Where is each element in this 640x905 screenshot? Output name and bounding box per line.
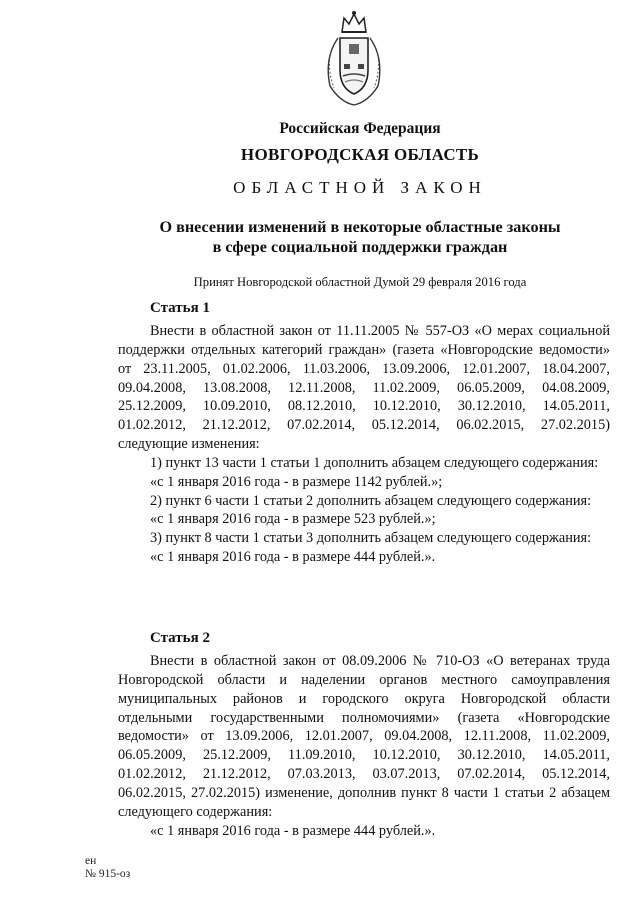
article-2-body (118, 652, 610, 840)
article-2-intro: Внести в областной закон от 08.09.2006 № 710-ОЗ «О ветеранах труда Новгородской области и наделении органов местного самоуправления муниципальных районов и городского округа Новгородской области отдельными государственными полномочиями» (газета «Новгородские ведомости» от 13.09.2006, 12.01.2007, 09.04.2008, 12.11.2008, 11.02.2009, 06.05.2009, 25.12.2009, 11.09.2010, 10.12.2010, 30.12.2010, 14.05.2011, 01.02.2012, 21.12.2012, 07.03.2013, 03.07.2013, 07.02.2014, 05.12.2014, 06.02.2015, 27.02.2015) изменение, дополнив пункт 8 части 1 статьи 2 абзацем следующего содержания: (118, 653, 610, 820)
footer-initials: ен (85, 855, 97, 867)
article-1-heading: Статья 1 (150, 300, 210, 316)
article-1-body (118, 322, 610, 567)
adoption-note: Принят Новгородской областной Думой 29 февраля 2016 года (193, 275, 527, 289)
article-1-item-3: 3) пункт 8 части 1 статьи 3 дополнить абзацем следующего содержания: (150, 530, 592, 547)
article-2-heading: Статья 2 (150, 630, 210, 646)
document-footer (85, 855, 130, 881)
article-2-quote: «с 1 января 2016 года - в размере 444 рублей.». (150, 822, 436, 839)
law-title-line-2: в сфере социальной поддержки граждан (212, 238, 508, 256)
article-1-item-1: 1) пункт 13 части 1 статьи 1 дополнить абзацем следующего содержания: (150, 454, 599, 471)
article-1-intro: Внести в областной закон от 11.11.2005 № 557-ОЗ «О мерах социальной поддержки отдельных категорий граждан» (газета «Новгородские ведомости» от 23.11.2005, 01.02.2006, 11.03.2006, 13.09.2006, 12.01.2007, 18.04.2007, 09.04.2008, 13.08.2008, 12.11.2008, 11.02.2009, 06.05.2009, 04.08.2009, 25.12.2009, 10.09.2010, 08.12.2010, 10.12.2010, 30.12.2010, 14.05.2011, 01.02.2012, 21.12.2012, 07.02.2014, 05.12.2014, 06.02.2015, 27.02.2015) следующие изменения: (118, 323, 610, 453)
federation-name: Российская Федерация (279, 120, 441, 137)
article-1-quote-3: «с 1 января 2016 года - в размере 444 рублей.». (150, 549, 436, 566)
article-1-quote-1: «с 1 января 2016 года - в размере 1142 рублей.»; (150, 473, 443, 490)
article-1-item-2: 2) пункт 6 части 1 статьи 2 дополнить абзацем следующего содержания: (150, 492, 592, 509)
region-name: НОВГОРОДСКАЯ ОБЛАСТЬ (240, 145, 480, 164)
law-title (80, 217, 640, 257)
article-1-quote-2: «с 1 января 2016 года - в размере 523 рублей.»; (150, 511, 436, 528)
coat-of-arms-emblem (318, 8, 390, 108)
law-title-line-1: О внесении изменений в некоторые областные законы (159, 218, 561, 236)
footer-law-number: № 915-оз (85, 868, 131, 880)
law-type: ОБЛАСТНОЙ ЗАКОН (233, 178, 487, 197)
